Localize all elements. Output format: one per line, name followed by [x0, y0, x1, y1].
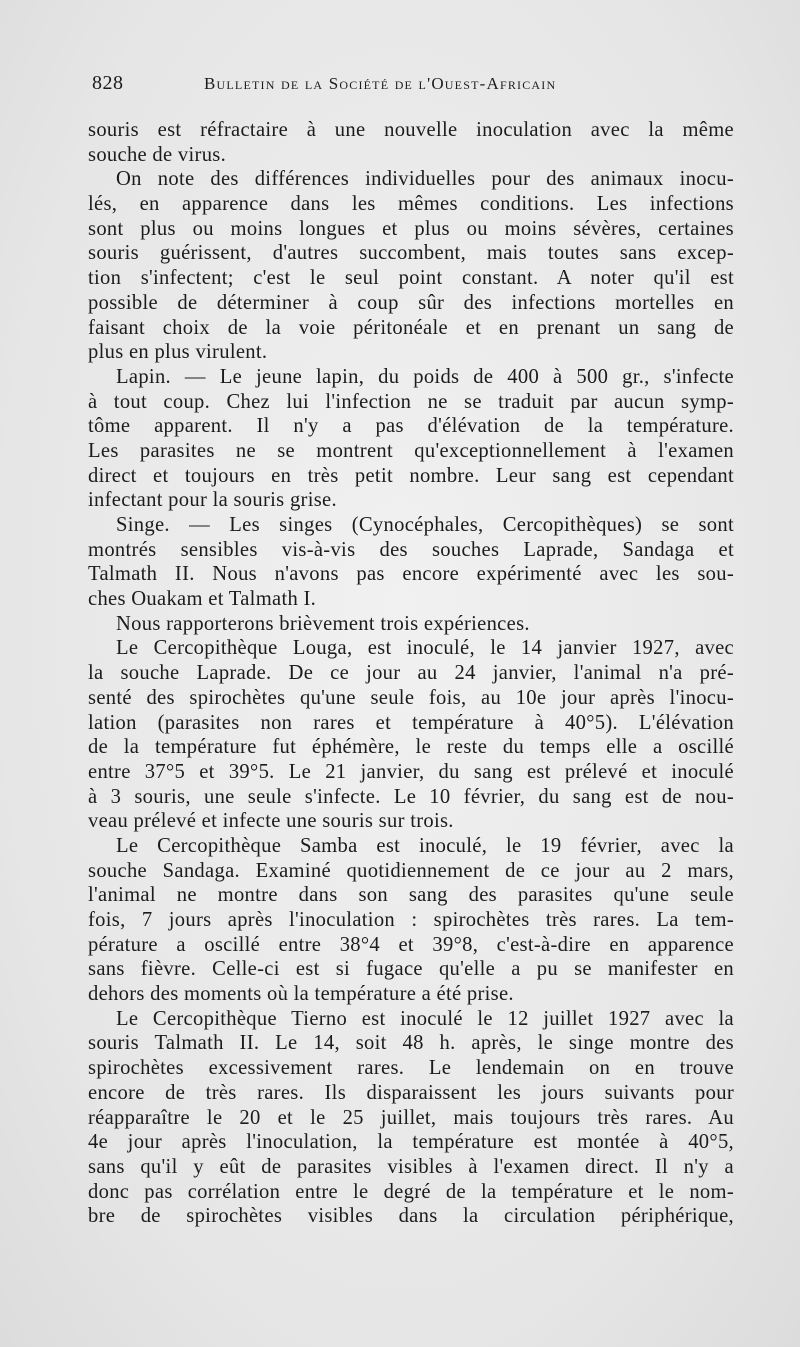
- text-line: spirochètes excessivement rares. Le lendemain on en trouve: [88, 1057, 734, 1080]
- text-line: 4e jour après l'inoculation, la température est montée à 40°5,: [88, 1131, 734, 1154]
- text-line: souche de virus.: [88, 143, 227, 166]
- text-line: la souche Laprade. De ce jour au 24 janvier, l'animal n'a pré-: [88, 662, 734, 685]
- text-line: de la température fut éphémère, le reste du temps elle a oscillé: [88, 736, 734, 759]
- text-line: à tout coup. Chez lui l'infection ne se traduit par aucun symp-: [88, 390, 734, 413]
- text-line: bre de spirochètes visibles dans la circulation périphérique,: [88, 1205, 734, 1228]
- text-line: à 3 souris, une seule s'infecte. Le 10 février, du sang est de nou-: [88, 785, 734, 808]
- text-line: plus en plus virulent.: [88, 341, 268, 364]
- text-line: l'animal ne montre dans son sang des parasites qu'une seule: [88, 884, 734, 907]
- text-line: tion s'infectent; c'est le seul point constant. A noter qu'il est: [88, 267, 734, 290]
- text-line: Les parasites ne se montrent qu'exceptionnellement à l'examen: [88, 439, 734, 462]
- text-line: souris est réfractaire à une nouvelle inoculation avec la même: [88, 119, 734, 141]
- text-line: souris Talmath II. Le 14, soit 48 h. après, le singe montre des: [88, 1032, 734, 1055]
- text-line: possible de déterminer à coup sûr des infections mortelles en: [88, 291, 734, 314]
- page-header: [92, 72, 732, 102]
- text-line: lés, en apparence dans les mêmes conditions. Les infections: [88, 193, 734, 216]
- text-line: donc pas corrélation entre le degré de la température et le nom-: [88, 1180, 734, 1203]
- text-line: souris guérissent, d'autres succombent, mais toutes sans excep-: [88, 242, 734, 265]
- text-line: fois, 7 jours après l'inoculation : spirochètes très rares. La tem-: [88, 909, 734, 931]
- text-line: Singe. — Les singes (Cynocéphales, Cercopithèques) se sont: [116, 514, 734, 536]
- text-line: tôme apparent. Il n'y a pas d'élévation de la température.: [88, 415, 734, 438]
- text-line: Talmath II. Nous n'avons pas encore expérimenté avec les sou-: [88, 563, 734, 586]
- text-line: ches Ouakam et Talmath I.: [88, 588, 317, 611]
- text-line: veau prélevé et infecte une souris sur trois.: [88, 810, 454, 833]
- text-line: infectant pour la souris grise.: [88, 489, 337, 512]
- text-line: entre 37°5 et 39°5. Le 21 janvier, du sang est prélevé et inoculé: [88, 760, 734, 783]
- text-line: faisant choix de la voie péritonéale et en prenant un sang de: [88, 316, 734, 339]
- text-line: dehors des moments où la température a été prise.: [88, 983, 514, 1006]
- text-line: sans qu'il y eût de parasites visibles à l'examen direct. Il n'y a: [88, 1155, 734, 1178]
- text-line: sans fièvre. Celle-ci est si fugace qu'elle a pu se manifester en: [88, 958, 734, 981]
- text-line: lation (parasites non rares et température à 40°5). L'élévation: [88, 711, 734, 734]
- text-line: On note des différences individuelles pour des animaux inocu-: [116, 168, 734, 191]
- text-line: Nous rapporterons brièvement trois expériences.: [116, 612, 530, 635]
- text-line: encore de très rares. Ils disparaissent les jours suivants pour: [88, 1081, 734, 1104]
- text-line: pérature a oscillé entre 38°4 et 39°8, c'est-à-dire en apparence: [88, 933, 734, 956]
- text-line: Le Cercopithèque Samba est inoculé, le 19 février, avec la: [116, 834, 734, 857]
- text-line: senté des spirochètes qu'une seule fois, au 10e jour après l'inocu-: [88, 686, 734, 709]
- running-title: Bulletin de la Société de l'Ouest-Africain: [204, 74, 557, 93]
- text-line: montrés sensibles vis-à-vis des souches Laprade, Sandaga et: [88, 538, 734, 561]
- text-line: Lapin. — Le jeune lapin, du poids de 400 à 500 gr., s'infecte: [116, 365, 734, 388]
- text-line: sont plus ou moins longues et plus ou moins sévères, certaines: [88, 217, 734, 240]
- text-line: direct et toujours en très petit nombre. Leur sang est cependant: [88, 464, 734, 487]
- text-line: Le Cercopithèque Louga, est inoculé, le 14 janvier 1927, avec: [116, 637, 734, 660]
- text-line: réapparaître le 20 et le 25 juillet, mais toujours très rares. Au: [88, 1106, 734, 1129]
- body-text: [88, 118, 734, 1229]
- text-line: Le Cercopithèque Tierno est inoculé le 12 juillet 1927 avec la: [116, 1007, 734, 1030]
- text-line: souche Sandaga. Examiné quotidiennement de ce jour au 2 mars,: [88, 859, 734, 882]
- page-number: 828: [92, 72, 124, 94]
